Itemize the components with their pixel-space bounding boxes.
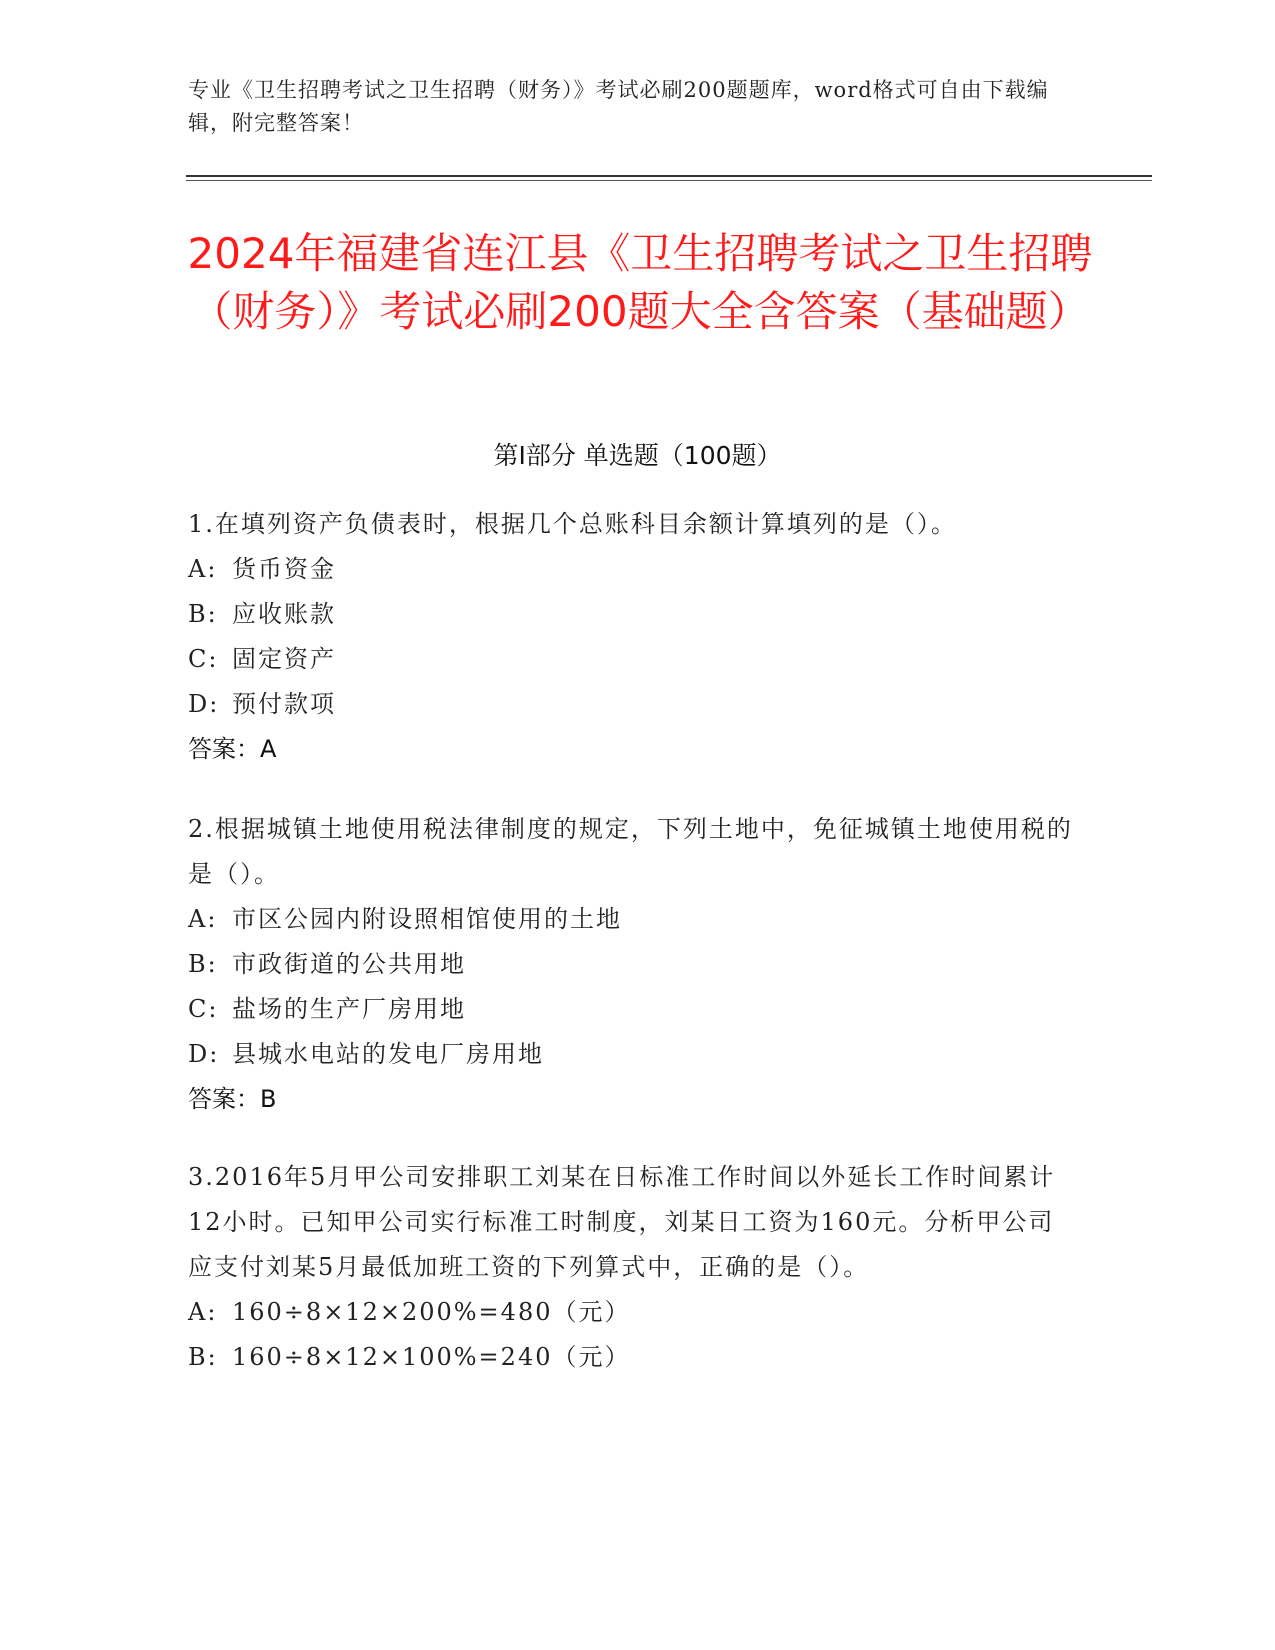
question-stem: 2.根据城镇土地使用税法律制度的规定，下列土地中，免征城镇土地使用税的是（）。 bbox=[188, 815, 1073, 888]
question-1 bbox=[188, 502, 1078, 772]
option-letter: B: bbox=[188, 1343, 218, 1371]
option-text: 盐场的生产厂房用地 bbox=[232, 995, 466, 1023]
option-d bbox=[188, 1032, 1078, 1077]
option-c bbox=[188, 987, 1078, 1032]
question-2 bbox=[188, 807, 1078, 1122]
option-b bbox=[188, 592, 1078, 637]
option-letter: B: bbox=[188, 950, 218, 978]
option-b bbox=[188, 1335, 1078, 1380]
answer-line: 答案：B bbox=[188, 1085, 277, 1113]
option-letter: C: bbox=[188, 995, 219, 1023]
question-stem: 3.2016年5月甲公司安排职工刘某在日标准工作时间以外延长工作时间累计12小时。已知甲公司实行标准工时制度，刘某日工资为160元。分析甲公司应支付刘某5月最低加班工资的下列算式中，正确的是（）。 bbox=[188, 1163, 1056, 1281]
option-letter: D: bbox=[188, 1040, 220, 1068]
option-letter: A: bbox=[188, 905, 218, 933]
option-letter: A: bbox=[188, 555, 218, 583]
option-text: 市区公园内附设照相馆使用的土地 bbox=[232, 905, 622, 933]
option-text: 县城水电站的发电厂房用地 bbox=[232, 1040, 544, 1068]
option-text: 160÷8×12×100%=240（元） bbox=[232, 1343, 631, 1371]
option-a bbox=[188, 1290, 1078, 1335]
option-letter: C: bbox=[188, 645, 219, 673]
question-3 bbox=[188, 1155, 1078, 1380]
option-text: 货币资金 bbox=[232, 555, 336, 583]
option-letter: A: bbox=[188, 1298, 218, 1326]
option-a bbox=[188, 547, 1078, 592]
question-stem: 1.在填列资产负债表时，根据几个总账科目余额计算填列的是（）。 bbox=[188, 510, 957, 538]
option-text: 预付款项 bbox=[232, 690, 336, 718]
option-b bbox=[188, 942, 1078, 987]
option-c bbox=[188, 637, 1078, 682]
document-title: 2024年福建省连江县《卫生招聘考试之卫生招聘（财务）》考试必刷200题大全含答案（基础题） bbox=[187, 229, 1093, 336]
option-letter: D: bbox=[188, 690, 220, 718]
answer-line: 答案：A bbox=[188, 735, 277, 763]
option-text: 固定资产 bbox=[232, 645, 336, 673]
header-divider-thin bbox=[186, 180, 1152, 181]
option-text: 160÷8×12×200%=480（元） bbox=[232, 1298, 631, 1326]
option-letter: B: bbox=[188, 600, 218, 628]
section-heading: 第I部分 单选题（100题） bbox=[493, 441, 782, 470]
option-d bbox=[188, 682, 1078, 727]
option-text: 市政街道的公共用地 bbox=[232, 950, 466, 978]
header-note: 专业《卫生招聘考试之卫生招聘（财务）》考试必刷200题题库，word格式可自由下载编辑，附完整答案！ bbox=[188, 78, 1049, 135]
option-a bbox=[188, 897, 1078, 942]
option-text: 应收账款 bbox=[232, 600, 336, 628]
header-divider-thick bbox=[186, 175, 1152, 177]
